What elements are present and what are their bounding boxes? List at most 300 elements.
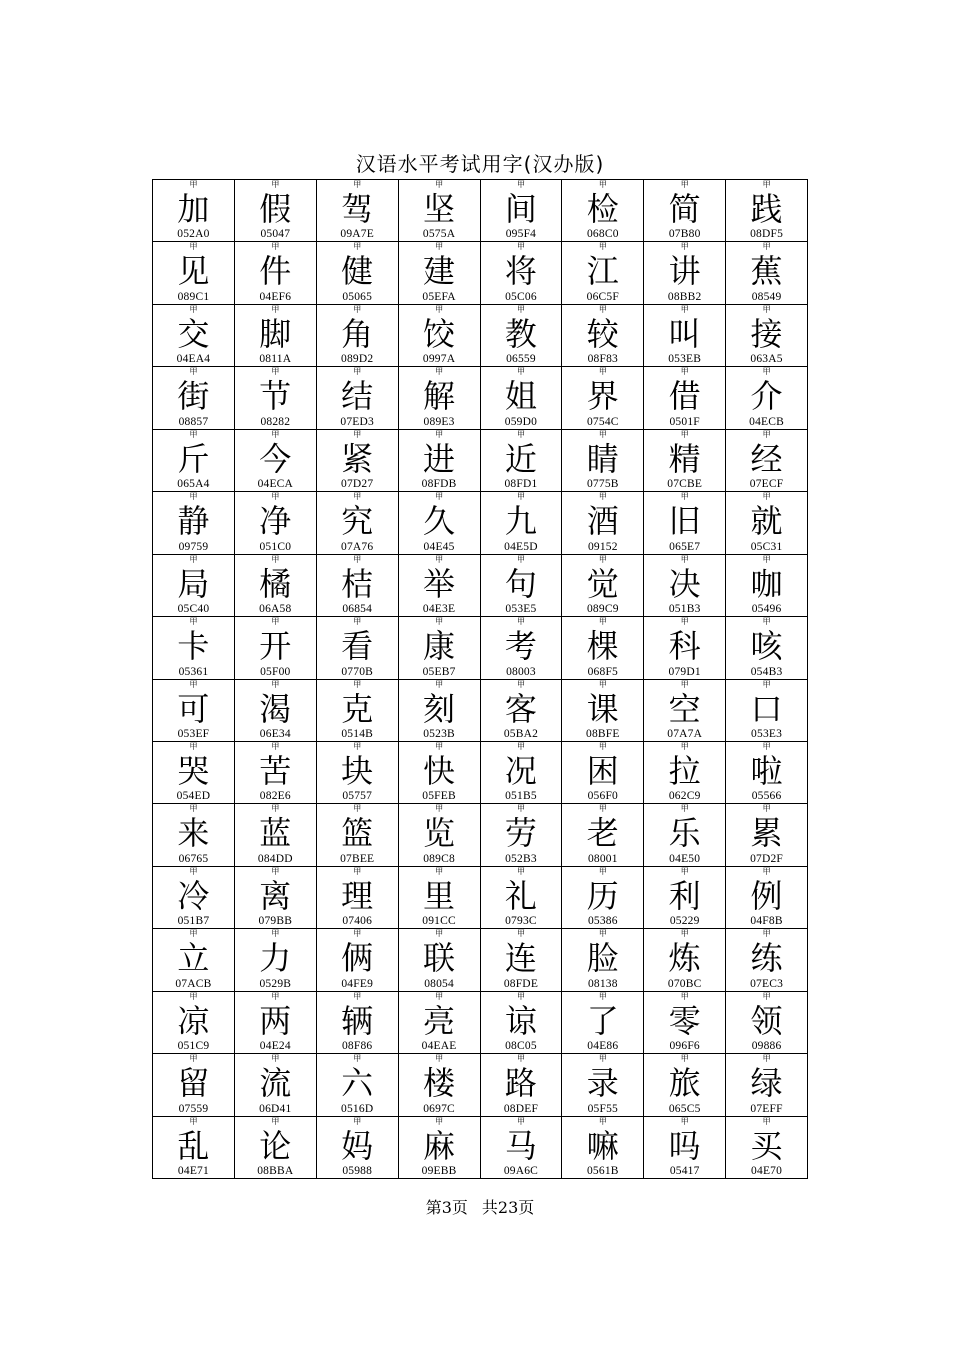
level-marker: 甲 [762,180,771,189]
hanzi-character: 克 [341,689,374,728]
level-marker: 甲 [435,679,444,689]
character-cell [562,680,644,742]
hanzi-character: 乐 [668,814,701,853]
character-cell [644,242,726,304]
level-marker: 甲 [271,492,280,502]
unicode-code: 08FD1 [504,478,538,491]
unicode-code: 08DEF [503,1102,539,1115]
hanzi-character: 渴 [259,689,292,728]
hanzi-character: 酒 [586,502,619,541]
unicode-code: 08054 [424,977,454,990]
character-cell [399,742,481,804]
unicode-code: 08BBA [257,1165,294,1177]
unicode-code: 051B7 [177,915,210,928]
level-marker: 甲 [680,804,689,814]
level-marker: 甲 [271,929,280,939]
unicode-code: 04ECB [749,415,784,428]
hanzi-character: 可 [177,689,210,728]
character-cell [726,867,808,929]
character-cell [399,430,481,492]
unicode-code: 04EAE [421,1040,457,1053]
hanzi-character: 冷 [177,876,210,915]
unicode-code: 095F4 [505,228,537,241]
level-marker: 甲 [598,617,607,627]
hanzi-character: 检 [586,190,619,228]
level-marker: 甲 [516,929,525,939]
character-cell [317,680,399,742]
level-marker: 甲 [353,242,362,252]
level-marker: 甲 [516,804,525,814]
level-marker: 甲 [516,180,525,189]
character-cell [235,430,317,492]
level-marker: 甲 [516,741,525,751]
level-marker: 甲 [271,429,280,439]
hanzi-character: 角 [341,314,374,353]
character-cell [235,680,317,742]
hanzi-character: 录 [586,1064,619,1103]
unicode-code: 04ECA [257,478,294,491]
unicode-code: 05417 [669,1165,700,1177]
character-cell [235,555,317,617]
character-cell [235,1117,317,1179]
level-marker: 甲 [353,1054,362,1064]
hanzi-character: 览 [423,814,456,853]
unicode-code: 053EB [668,353,702,366]
character-cell [317,367,399,429]
level-marker: 甲 [189,554,198,564]
hanzi-character: 较 [586,314,619,353]
hanzi-character: 累 [750,814,783,853]
unicode-code: 053E5 [505,603,537,616]
hanzi-character: 棵 [586,627,619,666]
hanzi-character: 精 [668,439,701,478]
character-cell [726,742,808,804]
level-marker: 甲 [435,1116,444,1126]
unicode-code: 05C40 [177,603,210,616]
character-cell [153,804,235,866]
unicode-code: 06854 [342,603,373,616]
character-cell [726,804,808,866]
level-marker: 甲 [680,367,689,377]
character-cell [644,555,726,617]
hanzi-character: 哭 [177,751,210,790]
character-cell [317,929,399,991]
character-cell [481,804,563,866]
level-marker: 甲 [680,1054,689,1064]
character-table [152,179,808,1179]
character-cell [317,305,399,367]
level-marker: 甲 [353,554,362,564]
level-marker: 甲 [680,180,689,189]
level-marker: 甲 [598,180,607,189]
unicode-code: 04E70 [751,1165,783,1177]
level-marker: 甲 [353,929,362,939]
unicode-code: 051C0 [259,540,292,553]
hanzi-character: 加 [177,190,210,228]
character-cell [562,1117,644,1179]
unicode-code: 04EA4 [176,353,211,366]
level-marker: 甲 [271,367,280,377]
level-marker: 甲 [271,991,280,1001]
page-footer [152,1196,808,1220]
unicode-code: 082E6 [259,790,291,803]
level-marker: 甲 [598,679,607,689]
unicode-code: 0697C [423,1102,455,1115]
hanzi-character: 凉 [177,1001,210,1040]
unicode-code: 054B3 [750,665,783,678]
unicode-code: 07CBE [667,478,703,491]
unicode-code: 07D2F [750,852,784,865]
level-marker: 甲 [598,866,607,876]
hanzi-character: 建 [423,252,456,291]
level-marker: 甲 [353,991,362,1001]
hanzi-character: 马 [504,1126,537,1165]
character-cell [317,742,399,804]
hanzi-character: 快 [423,751,456,790]
hanzi-character: 介 [750,377,783,416]
character-cell [317,1117,399,1179]
character-cell [399,180,481,242]
unicode-code: 09EBB [421,1165,457,1177]
unicode-code: 05361 [178,665,209,678]
character-cell [481,305,563,367]
character-cell [481,929,563,991]
level-marker: 甲 [762,554,771,564]
unicode-code: 08549 [751,290,782,303]
character-cell [726,1054,808,1116]
unicode-code: 05386 [587,915,618,928]
hanzi-character: 看 [341,627,374,666]
hanzi-character: 间 [504,190,537,228]
character-cell [153,555,235,617]
unicode-code: 07EFF [750,1102,783,1115]
character-cell [235,617,317,679]
hanzi-character: 姐 [504,377,537,416]
character-cell [562,555,644,617]
character-cell [153,430,235,492]
hanzi-character: 离 [259,876,292,915]
level-marker: 甲 [598,492,607,502]
hanzi-character: 紧 [341,439,374,478]
character-cell [399,555,481,617]
character-cell [317,242,399,304]
level-marker: 甲 [516,554,525,564]
unicode-code: 05496 [751,603,782,616]
character-cell [481,617,563,679]
hanzi-character: 局 [177,564,210,603]
character-cell [726,929,808,991]
unicode-code: 06765 [178,852,209,865]
hanzi-character: 历 [586,876,619,915]
hanzi-character: 驾 [341,190,374,228]
level-marker: 甲 [598,1054,607,1064]
character-cell [644,742,726,804]
level-marker: 甲 [189,866,198,876]
unicode-code: 09886 [751,1040,782,1053]
character-cell [399,1054,481,1116]
level-marker: 甲 [762,741,771,751]
character-cell [153,180,235,242]
unicode-code: 06C5F [586,290,619,303]
hanzi-character: 买 [750,1126,783,1165]
hanzi-character: 况 [504,751,537,790]
hanzi-character: 麻 [423,1126,456,1165]
unicode-code: 084DD [257,852,293,865]
unicode-code: 089C8 [423,852,455,865]
hanzi-character: 静 [177,502,210,541]
level-marker: 甲 [680,866,689,876]
character-cell [562,617,644,679]
character-cell [562,180,644,242]
unicode-code: 09759 [178,540,209,553]
hanzi-character: 留 [177,1064,210,1103]
unicode-code: 0811A [259,353,292,366]
level-marker: 甲 [762,492,771,502]
unicode-code: 0770B [341,665,374,678]
level-marker: 甲 [762,429,771,439]
character-cell [481,992,563,1054]
level-marker: 甲 [435,741,444,751]
unicode-code: 08857 [178,415,209,428]
character-cell [562,430,644,492]
hanzi-character: 脚 [259,314,292,353]
hanzi-character: 考 [504,627,537,666]
level-marker: 甲 [353,866,362,876]
character-cell [235,305,317,367]
level-marker: 甲 [435,367,444,377]
unicode-code: 05EB7 [422,665,456,678]
level-marker: 甲 [353,304,362,314]
level-marker: 甲 [598,991,607,1001]
unicode-code: 089E3 [423,415,455,428]
hanzi-character: 橘 [259,564,292,603]
unicode-code: 06D41 [259,1102,292,1115]
hanzi-character: 结 [341,377,374,416]
unicode-code: 091CC [422,915,456,928]
level-marker: 甲 [598,1116,607,1126]
level-marker: 甲 [762,679,771,689]
level-marker: 甲 [680,679,689,689]
level-marker: 甲 [271,242,280,252]
unicode-code: 079D1 [668,665,701,678]
level-marker: 甲 [680,429,689,439]
character-cell [644,867,726,929]
character-cell [726,555,808,617]
character-cell [317,992,399,1054]
unicode-code: 062C9 [668,790,701,803]
hanzi-character: 教 [504,314,537,353]
hanzi-character: 两 [259,1001,292,1040]
hanzi-character: 蓝 [259,814,292,853]
character-cell [235,367,317,429]
level-marker: 甲 [353,741,362,751]
unicode-code: 07B80 [668,228,701,241]
unicode-code: 08FDB [421,478,457,491]
hanzi-character: 旅 [668,1064,701,1103]
character-cell [399,867,481,929]
hanzi-character: 困 [586,751,619,790]
character-cell [235,742,317,804]
unicode-code: 07A7A [667,727,703,740]
unicode-code: 09A6C [503,1165,539,1177]
unicode-code: 08F86 [341,1040,373,1053]
level-marker: 甲 [680,617,689,627]
hanzi-character: 了 [586,1001,619,1040]
unicode-code: 0516D [341,1102,374,1115]
unicode-code: 053E3 [751,727,783,740]
character-cell [726,1117,808,1179]
character-cell [562,742,644,804]
hanzi-character: 俩 [341,939,374,978]
level-marker: 甲 [189,804,198,814]
hanzi-character: 论 [259,1126,292,1165]
page-total: 共23页 [481,1198,535,1217]
hanzi-character: 咳 [750,627,783,666]
character-cell [644,305,726,367]
hanzi-character: 卡 [177,627,210,666]
unicode-code: 08FDE [503,977,539,990]
hanzi-character: 利 [668,876,701,915]
character-cell [235,804,317,866]
character-cell [644,1054,726,1116]
character-cell [399,804,481,866]
hanzi-character: 将 [504,252,537,291]
unicode-code: 053EF [177,727,210,740]
character-cell [317,1054,399,1116]
character-cell [644,680,726,742]
level-marker: 甲 [680,1116,689,1126]
unicode-code: 05C06 [505,290,537,303]
level-marker: 甲 [598,242,607,252]
character-cell [153,617,235,679]
character-cell [317,180,399,242]
hanzi-character: 流 [259,1064,292,1103]
unicode-code: 079BB [258,915,293,928]
unicode-code: 07A76 [341,540,374,553]
character-cell [153,492,235,554]
level-marker: 甲 [516,1054,525,1064]
unicode-code: 07ECF [749,478,784,491]
unicode-code: 04E45 [423,540,455,553]
unicode-code: 052A0 [177,228,210,241]
level-marker: 甲 [762,617,771,627]
hanzi-character: 节 [259,377,292,416]
hanzi-character: 践 [750,190,783,228]
hanzi-character: 联 [423,939,456,978]
unicode-code: 089C1 [177,290,210,303]
hanzi-character: 连 [504,939,537,978]
hanzi-character: 零 [668,1001,701,1040]
hanzi-character: 辆 [341,1001,374,1040]
unicode-code: 051B3 [668,603,701,616]
unicode-code: 05F00 [260,665,291,678]
character-cell [562,804,644,866]
unicode-code: 08C05 [505,1040,537,1053]
hanzi-character: 斤 [177,439,210,478]
character-cell [317,617,399,679]
hanzi-character: 亮 [423,1001,456,1040]
unicode-code: 07EC3 [750,977,784,990]
unicode-code: 056F0 [587,790,619,803]
level-marker: 甲 [271,617,280,627]
unicode-code: 07406 [342,915,373,928]
level-marker: 甲 [271,804,280,814]
hanzi-character: 江 [586,252,619,291]
level-marker: 甲 [271,1054,280,1064]
unicode-code: 07559 [178,1102,209,1115]
character-cell [235,929,317,991]
character-cell [562,367,644,429]
level-marker: 甲 [598,741,607,751]
level-marker: 甲 [598,367,607,377]
level-marker: 甲 [516,492,525,502]
hanzi-character: 举 [423,564,456,603]
character-cell [644,367,726,429]
level-marker: 甲 [762,1054,771,1064]
unicode-code: 0754C [586,415,619,428]
character-cell [562,929,644,991]
unicode-code: 09A7E [340,228,374,241]
unicode-code: 07ED3 [340,415,374,428]
character-cell [153,929,235,991]
level-marker: 甲 [762,866,771,876]
hanzi-character: 嘛 [586,1126,619,1165]
character-cell [726,305,808,367]
level-marker: 甲 [516,367,525,377]
level-marker: 甲 [516,1116,525,1126]
unicode-code: 05EFA [422,290,456,303]
page-title: 汉语水平考试用字(汉办版) [355,152,605,176]
unicode-code: 04E71 [177,1165,209,1177]
level-marker: 甲 [762,929,771,939]
character-cell [235,1054,317,1116]
unicode-code: 06E34 [259,727,291,740]
unicode-code: 0523B [423,727,455,740]
hanzi-character: 假 [259,190,292,228]
unicode-code: 05FEB [422,790,456,803]
level-marker: 甲 [435,554,444,564]
unicode-code: 08BB2 [667,290,702,303]
level-marker: 甲 [189,242,198,252]
level-marker: 甲 [189,492,198,502]
level-marker: 甲 [353,679,362,689]
unicode-code: 04F8B [750,915,783,928]
character-cell [153,367,235,429]
hanzi-character: 究 [341,502,374,541]
character-cell [481,242,563,304]
character-cell [481,742,563,804]
hanzi-character: 简 [668,190,701,228]
unicode-code: 0529B [259,977,292,990]
character-cell [153,1117,235,1179]
unicode-code: 04E24 [259,1040,291,1053]
hanzi-character: 谅 [504,1001,537,1040]
hanzi-character: 健 [341,252,374,291]
hanzi-character: 里 [423,876,456,915]
level-marker: 甲 [762,242,771,252]
character-cell [235,180,317,242]
hanzi-character: 练 [750,939,783,978]
hanzi-character: 路 [504,1064,537,1103]
hanzi-character: 决 [668,564,701,603]
unicode-code: 08282 [260,415,291,428]
hanzi-character: 叫 [668,314,701,353]
unicode-code: 0793C [505,915,537,928]
character-cell [644,992,726,1054]
unicode-code: 052B3 [505,852,537,865]
unicode-code: 065A4 [177,478,210,491]
character-cell [235,867,317,929]
